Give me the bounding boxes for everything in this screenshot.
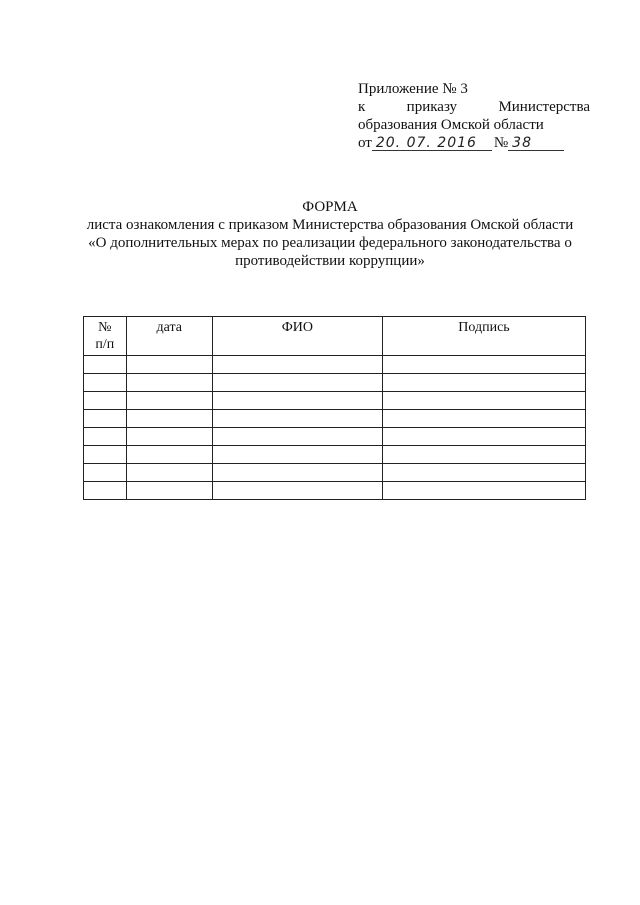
cell-fio [212, 464, 382, 482]
cell-number [84, 356, 127, 374]
table-row [84, 446, 586, 464]
cell-number [84, 410, 127, 428]
cell-signature [382, 464, 585, 482]
form-title-line-2: «О дополнительных мерах по реализации федерального законодательства о [88, 235, 572, 251]
table-row [84, 482, 586, 500]
table-row [84, 410, 586, 428]
appendix-block [358, 80, 590, 152]
number-sign: № [493, 135, 509, 151]
acknowledgement-table [83, 316, 586, 500]
appendix-word-ministry: Министерства [498, 99, 590, 115]
form-title-line-1: листа ознакомления с приказом Министерства образования Омской области [86, 217, 574, 233]
cell-date [126, 482, 212, 500]
cell-signature [382, 428, 585, 446]
appendix-word-order: приказу [406, 99, 458, 115]
cell-fio [212, 446, 382, 464]
cell-signature [382, 356, 585, 374]
table-row [84, 464, 586, 482]
cell-number [84, 392, 127, 410]
cell-signature [382, 392, 585, 410]
cell-date [126, 410, 212, 428]
form-heading: ФОРМА [302, 199, 358, 215]
cell-number [84, 464, 127, 482]
cell-signature [382, 482, 585, 500]
appendix-ministry-name: образования Омской области [358, 117, 544, 133]
table-row [84, 374, 586, 392]
table-body [84, 356, 586, 500]
cell-date [126, 374, 212, 392]
header-date: дата [126, 317, 212, 356]
cell-number [84, 446, 127, 464]
cell-fio [212, 356, 382, 374]
cell-number [84, 374, 127, 392]
cell-number [84, 482, 127, 500]
handwritten-date: 20. 07. 2016 [372, 136, 492, 151]
header-number [84, 317, 127, 356]
cell-number [84, 428, 127, 446]
cell-date [126, 428, 212, 446]
cell-signature [382, 446, 585, 464]
table-row [84, 428, 586, 446]
header-fio: ФИО [212, 317, 382, 356]
appendix-word-k: к [358, 99, 366, 115]
cell-fio [212, 374, 382, 392]
header-signature: Подпись [382, 317, 585, 356]
cell-date [126, 392, 212, 410]
cell-signature [382, 410, 585, 428]
handwritten-number: 38 [508, 136, 564, 151]
table-row [84, 392, 586, 410]
cell-fio [212, 392, 382, 410]
cell-fio [212, 428, 382, 446]
header-number-pp: п/п [95, 337, 115, 352]
cell-fio [212, 482, 382, 500]
appendix-title: Приложение № 3 [358, 81, 468, 97]
form-title-block [60, 198, 600, 270]
cell-date [126, 464, 212, 482]
cell-date [126, 356, 212, 374]
cell-date [126, 446, 212, 464]
form-title-line-3: противодействии коррупции» [235, 253, 425, 269]
appendix-date-line [358, 134, 590, 152]
cell-signature [382, 374, 585, 392]
appendix-reference-line [358, 98, 590, 116]
table-row [84, 356, 586, 374]
cell-fio [212, 410, 382, 428]
header-number-sign: № [98, 320, 112, 335]
from-label: от [358, 135, 372, 151]
table-header-row [84, 317, 586, 356]
